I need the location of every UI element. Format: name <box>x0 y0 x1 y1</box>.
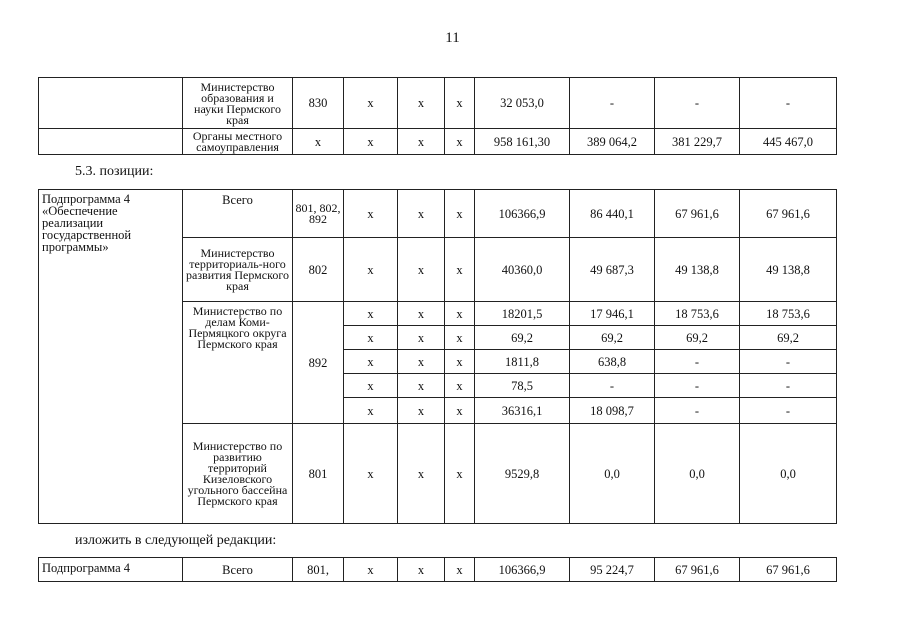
value-cell: 0,0 <box>655 424 740 524</box>
x-cell: x <box>445 302 475 326</box>
value-cell: 67 961,6 <box>655 190 740 238</box>
x-cell: x <box>445 398 475 424</box>
value-cell: 86 440,1 <box>570 190 655 238</box>
value-cell: 78,5 <box>475 374 570 398</box>
code-cell: x <box>293 129 344 155</box>
table-row <box>39 558 837 582</box>
value-cell: 69,2 <box>740 326 837 350</box>
x-cell: x <box>398 424 445 524</box>
value-cell: 18 753,6 <box>655 302 740 326</box>
org-cell: Органы местного самоуправления <box>183 129 293 155</box>
x-cell: x <box>398 190 445 238</box>
table-row <box>39 78 837 129</box>
value-cell: - <box>740 398 837 424</box>
value-cell: 36316,1 <box>475 398 570 424</box>
value-cell: 17 946,1 <box>570 302 655 326</box>
x-cell: x <box>398 302 445 326</box>
org-cell: Министерство по развитию территорий Кизеловского угольного бассейна Пермского края <box>183 424 293 524</box>
x-cell: x <box>445 326 475 350</box>
code-cell: 801, 802, 892 <box>293 190 344 238</box>
empty-cell <box>39 78 183 129</box>
x-cell: x <box>344 238 398 302</box>
value-cell: 18 098,7 <box>570 398 655 424</box>
positions-table <box>38 189 837 524</box>
value-cell: 958 161,30 <box>475 129 570 155</box>
x-cell: x <box>398 374 445 398</box>
empty-cell <box>39 129 183 155</box>
value-cell: 0,0 <box>740 424 837 524</box>
value-cell: - <box>655 350 740 374</box>
continuation-table <box>38 77 837 155</box>
x-cell: x <box>398 558 445 582</box>
value-cell: 9529,8 <box>475 424 570 524</box>
edit-instruction: изложить в следующей редакции: <box>75 533 277 548</box>
code-cell: 830 <box>293 78 344 129</box>
table-row <box>39 190 837 238</box>
value-cell: - <box>655 398 740 424</box>
section-heading: 5.3. позиции: <box>75 164 154 179</box>
x-cell: x <box>398 238 445 302</box>
value-cell: - <box>570 374 655 398</box>
org-cell: Министерство территориаль-ного развития Пермского края <box>183 238 293 302</box>
value-cell: 638,8 <box>570 350 655 374</box>
x-cell: x <box>445 374 475 398</box>
x-cell: x <box>398 398 445 424</box>
org-cell: Министерство образования и науки Пермского края <box>183 78 293 129</box>
org-cell: Министерство по делам Коми-Пермяцкого округа Пермского края <box>183 302 293 424</box>
code-cell: 892 <box>293 302 344 424</box>
value-cell: 40360,0 <box>475 238 570 302</box>
x-cell: x <box>344 326 398 350</box>
x-cell: x <box>398 326 445 350</box>
x-cell: x <box>398 129 445 155</box>
x-cell: x <box>344 398 398 424</box>
value-cell: 0,0 <box>570 424 655 524</box>
program-cell: Подпрограмма 4 «Обеспечение реализации государственной программы» <box>39 190 183 524</box>
value-cell: 49 687,3 <box>570 238 655 302</box>
value-cell: - <box>655 78 740 129</box>
program-cell: Подпрограмма 4 <box>39 558 183 582</box>
x-cell: x <box>445 238 475 302</box>
value-cell: 381 229,7 <box>655 129 740 155</box>
code-cell: 802 <box>293 238 344 302</box>
x-cell: x <box>445 350 475 374</box>
x-cell: x <box>344 558 398 582</box>
value-cell: 67 961,6 <box>740 558 837 582</box>
x-cell: x <box>344 129 398 155</box>
x-cell: x <box>445 190 475 238</box>
value-cell: - <box>655 374 740 398</box>
value-cell: 18 753,6 <box>740 302 837 326</box>
x-cell: x <box>445 78 475 129</box>
new-edition-table <box>38 557 837 582</box>
value-cell: 69,2 <box>570 326 655 350</box>
value-cell: 1811,8 <box>475 350 570 374</box>
value-cell: 69,2 <box>475 326 570 350</box>
code-cell: 801 <box>293 424 344 524</box>
value-cell: 49 138,8 <box>740 238 837 302</box>
x-cell: x <box>344 374 398 398</box>
value-cell: 49 138,8 <box>655 238 740 302</box>
x-cell: x <box>398 350 445 374</box>
value-cell: - <box>570 78 655 129</box>
x-cell: x <box>445 558 475 582</box>
value-cell: 106366,9 <box>475 558 570 582</box>
value-cell: 106366,9 <box>475 190 570 238</box>
value-cell: 95 224,7 <box>570 558 655 582</box>
value-cell: 32 053,0 <box>475 78 570 129</box>
value-cell: - <box>740 78 837 129</box>
x-cell: x <box>445 424 475 524</box>
x-cell: x <box>344 190 398 238</box>
x-cell: x <box>398 78 445 129</box>
value-cell: - <box>740 374 837 398</box>
value-cell: 67 961,6 <box>740 190 837 238</box>
value-cell: 18201,5 <box>475 302 570 326</box>
org-cell: Всего <box>183 190 293 238</box>
org-cell: Всего <box>183 558 293 582</box>
x-cell: x <box>344 302 398 326</box>
page-number: 11 <box>445 30 460 46</box>
value-cell: 389 064,2 <box>570 129 655 155</box>
value-cell: - <box>740 350 837 374</box>
value-cell: 67 961,6 <box>655 558 740 582</box>
value-cell: 69,2 <box>655 326 740 350</box>
value-cell: 445 467,0 <box>740 129 837 155</box>
x-cell: x <box>344 78 398 129</box>
code-cell: 801, <box>293 558 344 582</box>
x-cell: x <box>344 424 398 524</box>
x-cell: x <box>445 129 475 155</box>
table-row <box>39 129 837 155</box>
x-cell: x <box>344 350 398 374</box>
